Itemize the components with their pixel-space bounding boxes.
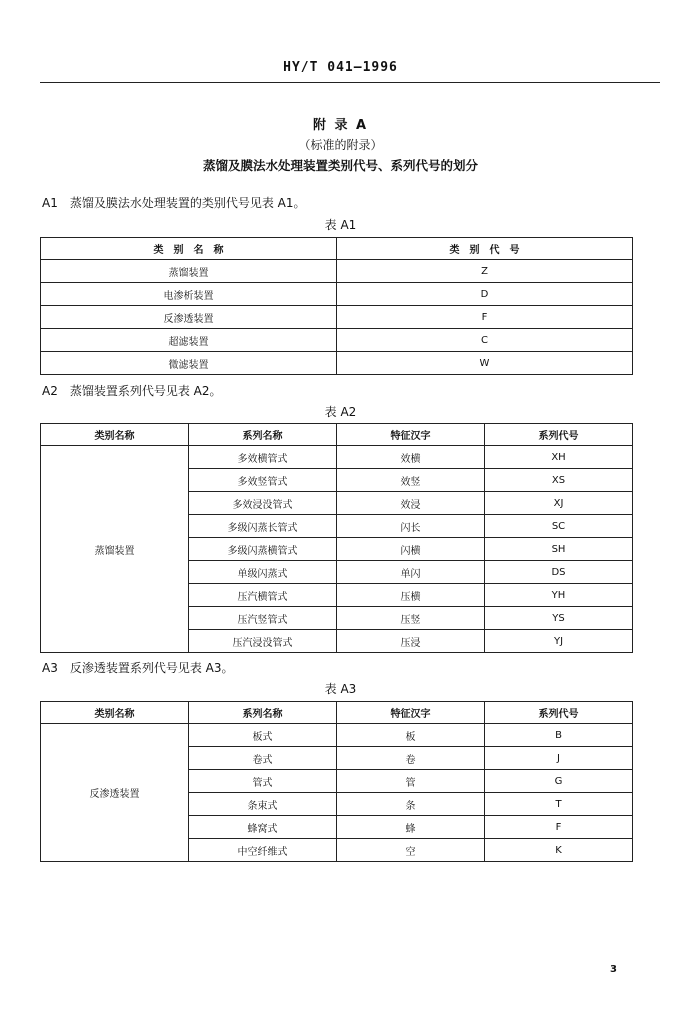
table-cell: 多级闪蒸横管式: [189, 538, 337, 561]
table-cell: 压竖: [337, 607, 485, 630]
table-a3-header-series-name: 系列名称: [189, 702, 337, 724]
table-cell: 超滤装置: [41, 329, 337, 352]
table-cell: YJ: [485, 630, 633, 653]
table-cell: 压汽浸没管式: [189, 630, 337, 653]
table-cell: XJ: [485, 492, 633, 515]
table-row: [41, 306, 633, 329]
table-cell: 管式: [189, 770, 337, 793]
table-a2: [40, 423, 633, 653]
table-a3: [40, 701, 633, 862]
table-cell: 压汽横管式: [189, 584, 337, 607]
table-cell: Z: [337, 260, 633, 283]
table-cell: 效浸: [337, 492, 485, 515]
table-cell: F: [337, 306, 633, 329]
table-cell: 蒸馏装置: [41, 260, 337, 283]
table-a2-header-row: [41, 424, 633, 446]
table-cell: DS: [485, 561, 633, 584]
table-cell: 条: [337, 793, 485, 816]
table-cell: 多级闪蒸长管式: [189, 515, 337, 538]
table-a2-header-series-name: 系列名称: [189, 424, 337, 446]
table-row: [41, 724, 633, 747]
header-divider: [40, 82, 660, 83]
table-row: [41, 446, 633, 469]
table-cell: 多效横管式: [189, 446, 337, 469]
section-a3-text: A3 反渗透装置系列代号见表 A3。: [42, 661, 234, 675]
table-cell: 空: [337, 839, 485, 862]
table-a1-header-category: 类 别 名 称: [41, 238, 337, 260]
table-cell: D: [337, 283, 633, 306]
table-cell: YH: [485, 584, 633, 607]
table-cell: 压横: [337, 584, 485, 607]
table-row: [41, 329, 633, 352]
table-cell: 中空纤维式: [189, 839, 337, 862]
table-cell: XH: [485, 446, 633, 469]
table-cell: F: [485, 816, 633, 839]
table-cell: 蜂窝式: [189, 816, 337, 839]
table-row: [41, 260, 633, 283]
table-cell: 效横: [337, 446, 485, 469]
table-cell: 效竖: [337, 469, 485, 492]
table-cell: 条束式: [189, 793, 337, 816]
table-a2-header-series-code: 系列代号: [485, 424, 633, 446]
table-cell: 卷: [337, 747, 485, 770]
table-cell: C: [337, 329, 633, 352]
appendix-note: （标准的附录）: [298, 138, 383, 152]
table-cell: 多效浸没管式: [189, 492, 337, 515]
table-cell: 多效竖管式: [189, 469, 337, 492]
table-a2-header-category: 类别名称: [41, 424, 189, 446]
page-number: 3: [610, 964, 617, 975]
table-cell: 板式: [189, 724, 337, 747]
table-cell: 卷式: [189, 747, 337, 770]
table-a3-header-category: 类别名称: [41, 702, 189, 724]
table-cell: B: [485, 724, 633, 747]
table-cell: T: [485, 793, 633, 816]
table-a2-header-feature: 特征汉字: [337, 424, 485, 446]
table-a2-category-cell: 蒸馏装置: [41, 446, 189, 653]
appendix-title: 附 录 A: [312, 118, 369, 133]
table-cell: 板: [337, 724, 485, 747]
table-cell: 管: [337, 770, 485, 793]
section-a2-text: A2 蒸馏装置系列代号见表 A2。: [42, 384, 222, 398]
table-cell: XS: [485, 469, 633, 492]
table-a1: [40, 237, 633, 375]
table-row: [41, 283, 633, 306]
table-a2-caption: 表 A2: [324, 405, 357, 419]
table-cell: 蜂: [337, 816, 485, 839]
table-cell: SH: [485, 538, 633, 561]
table-cell: YS: [485, 607, 633, 630]
table-a1-header-code: 类 别 代 号: [337, 238, 633, 260]
table-cell: 微滤装置: [41, 352, 337, 375]
section-a1-text: A1 蒸馏及膜法水处理装置的类别代号见表 A1。: [42, 196, 306, 210]
table-cell: 单级闪蒸式: [189, 561, 337, 584]
table-cell: W: [337, 352, 633, 375]
table-a3-category-cell: 反渗透装置: [41, 724, 189, 862]
table-a3-header-feature: 特征汉字: [337, 702, 485, 724]
table-cell: 压汽竖管式: [189, 607, 337, 630]
standard-code-header: HY/T 041—1996: [283, 60, 398, 75]
table-a3-header-series-code: 系列代号: [485, 702, 633, 724]
table-cell: G: [485, 770, 633, 793]
table-a3-header-row: [41, 702, 633, 724]
table-cell: SC: [485, 515, 633, 538]
table-cell: 闪长: [337, 515, 485, 538]
table-cell: 单闪: [337, 561, 485, 584]
table-cell: 压浸: [337, 630, 485, 653]
table-a1-header-row: [41, 238, 633, 260]
table-cell: 电渗析装置: [41, 283, 337, 306]
table-cell: K: [485, 839, 633, 862]
table-row: [41, 352, 633, 375]
table-a1-caption: 表 A1: [324, 218, 357, 232]
table-cell: 反渗透装置: [41, 306, 337, 329]
table-a3-caption: 表 A3: [324, 682, 357, 696]
appendix-heading: 蒸馏及膜法水处理装置类别代号、系列代号的划分: [202, 158, 478, 173]
table-cell: J: [485, 747, 633, 770]
table-cell: 闪横: [337, 538, 485, 561]
